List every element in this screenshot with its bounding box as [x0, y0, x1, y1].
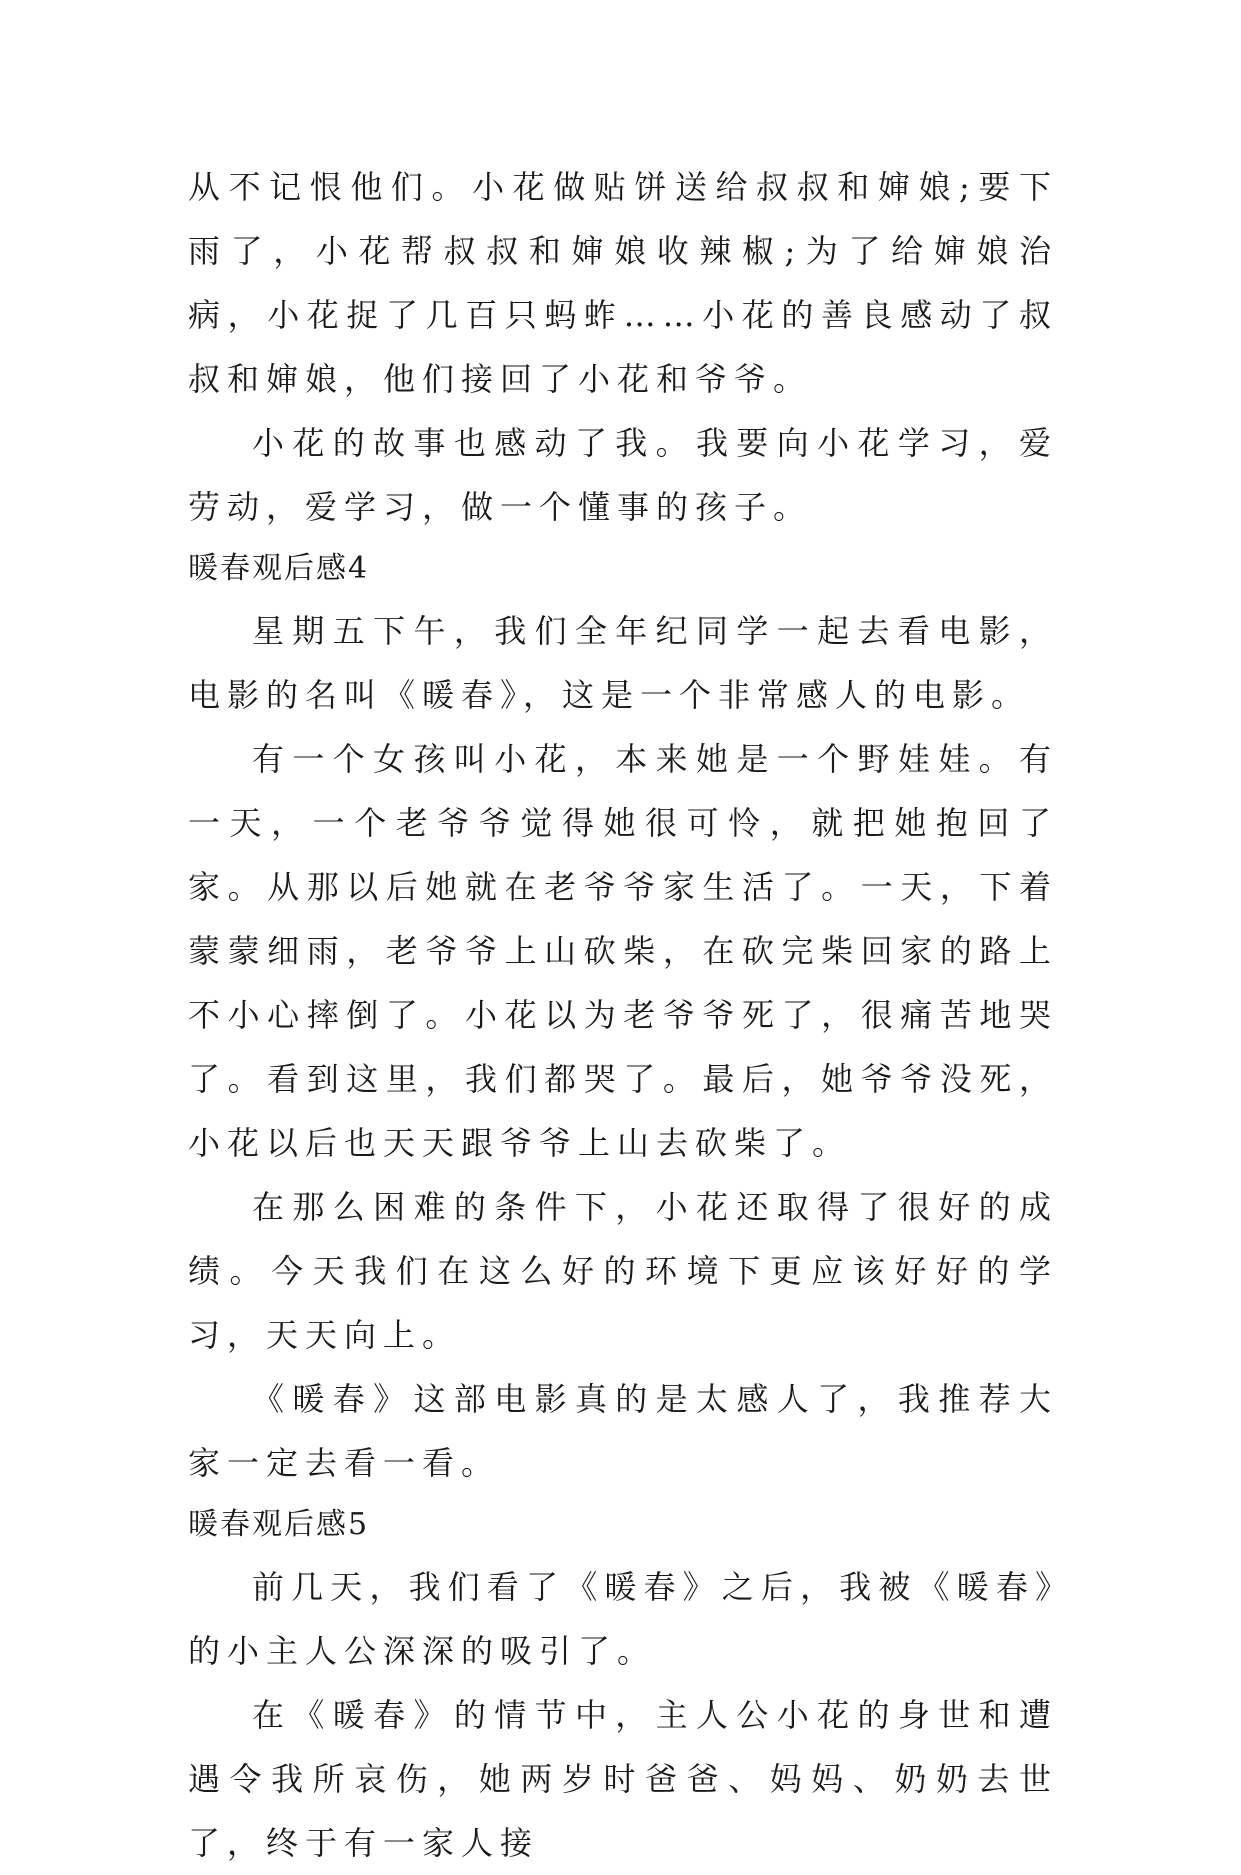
paragraph: 有一个女孩叫小花，本来她是一个野娃娃。有一天，一个老爷爷觉得她很可怜，就把她抱回了家。从那以后她就在老爷爷家生活了。一天，下着蒙蒙细雨，老爷爷上山砍柴，在砍完柴回家的路上不小心摔倒了。小花以为老爷爷死了，很痛苦地哭了。看到这里，我们都哭了。最后，她爷爷没死，小花以后也天天跟爷爷上山去砍柴了。 [188, 740, 1058, 1162]
document-body [188, 155, 1058, 1875]
paragraph: 《暖春》这部电影真的是太感人了，我推荐大家一定去看一看。 [188, 1380, 1058, 1482]
paragraph: 前几天，我们看了《暖春》之后，我被《暖春》的小主人公深深的吸引了。 [188, 1568, 1058, 1670]
paragraph: 从不记恨他们。小花做贴饼送给叔叔和婶娘;要下雨了，小花帮叔叔和婶娘收辣椒;为了给婶娘治病，小花捉了几百只蚂蚱……小花的善良感动了叔叔和婶娘，他们接回了小花和爷爷。 [188, 168, 1058, 398]
paragraph: 在那么困难的条件下，小花还取得了很好的成绩。今天我们在这么好的环境下更应该好好的学习，天天向上。 [188, 1188, 1058, 1354]
section-heading: 暖春观后感5 [188, 1507, 370, 1542]
section-heading: 暖春观后感4 [188, 551, 370, 586]
paragraph: 在《暖春》的情节中，主人公小花的身世和遭遇令我所哀伤，她两岁时爸爸、妈妈、奶奶去世了，终于有一家人接 [188, 1696, 1058, 1862]
paragraph: 星期五下午，我们全年纪同学一起去看电影，电影的名叫《暖春》，这是一个非常感人的电影。 [188, 612, 1058, 714]
paragraph: 小花的故事也感动了我。我要向小花学习，爱劳动，爱学习，做一个懂事的孩子。 [188, 424, 1058, 526]
